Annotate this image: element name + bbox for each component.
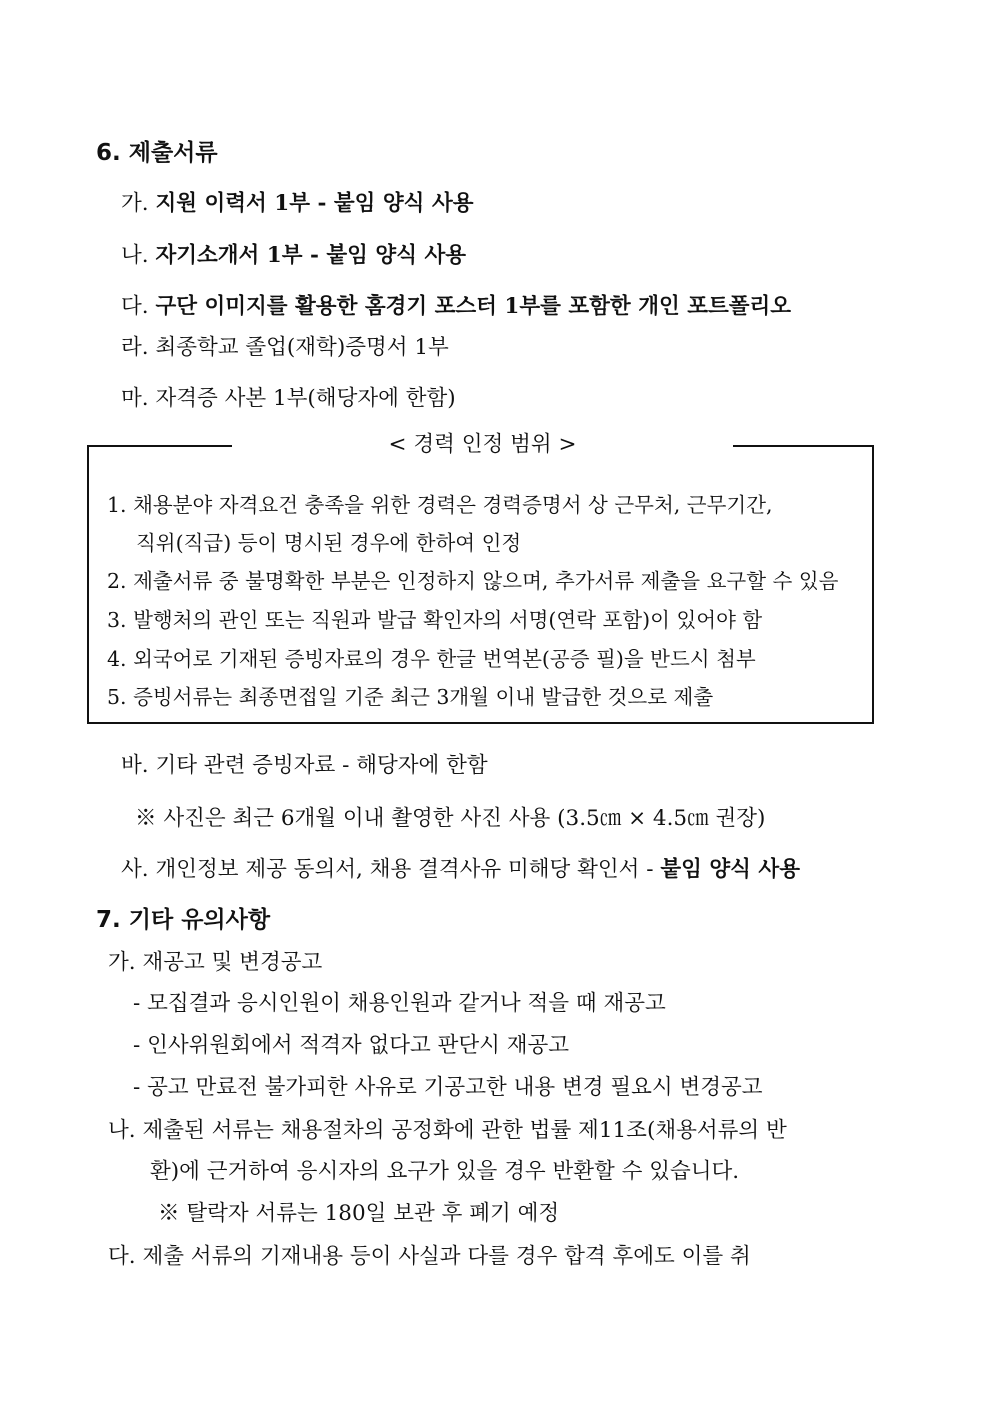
career-item-4: 4. 외국어로 기재된 증빙자료의 경우 한글 번역본(공증 필)을 반드시 첨부 (107, 647, 756, 671)
photo-note: ※ 사진은 최근 6개월 이내 촬영한 사진 사용 (3.5㎝ × 4.5㎝ 권장) (135, 806, 766, 831)
doc-item-na (121, 241, 466, 271)
item-prefix: 마. (121, 386, 156, 411)
doc-item-ma (121, 384, 456, 414)
career-box-title: < 경력 인정 범위 > (388, 432, 577, 457)
item-prefix: 라. (121, 335, 156, 360)
item-bold-tail: 붙임 양식 사용 (660, 857, 800, 882)
item-text: 최종학교 졸업(재학)증명서 1부 (155, 335, 449, 360)
section-6-heading: 6. 제출서류 (96, 140, 218, 166)
career-scope-box (87, 445, 874, 724)
career-item-1: 1. 채용분야 자격요건 충족을 위한 경력은 경력증명서 상 근무처, 근무기간, (107, 493, 773, 517)
notice-dash-1: - 모집결과 응시인원이 채용인원과 같거나 적을 때 재공고 (133, 991, 666, 1016)
item-text: 자기소개서 1부 - 붙임 양식 사용 (155, 243, 466, 268)
item-text: 구단 이미지를 활용한 홈경기 포스터 1부를 포함한 개인 포트폴리오 (155, 294, 792, 319)
doc-item-da (121, 292, 791, 322)
section-7-heading: 7. 기타 유의사항 (96, 907, 271, 933)
career-item-5: 5. 증빙서류는 최종면접일 기준 최근 3개월 이내 발급한 것으로 제출 (107, 685, 714, 709)
notice-line-da: 다. 제출 서류의 기재내용 등이 사실과 다를 경우 합격 후에도 이를 취 (108, 1244, 751, 1269)
item-prefix: 나. (121, 243, 156, 268)
item-text: 자격증 사본 1부(해당자에 한함) (155, 386, 456, 411)
doc-item-ra (121, 333, 449, 363)
notice-line-na: 나. 제출된 서류는 채용절차의 공정화에 관한 법률 제11조(채용서류의 반 (108, 1118, 787, 1143)
career-item-1-cont: 직위(직급) 등이 명시된 경우에 한하여 인정 (136, 531, 522, 555)
item-text: 사. 개인정보 제공 동의서, 채용 결격사유 미해당 확인서 - (121, 857, 661, 882)
notice-note: ※ 탈락자 서류는 180일 보관 후 폐기 예정 (158, 1201, 560, 1226)
career-item-2: 2. 제출서류 중 불명확한 부분은 인정하지 않으며, 추가서류 제출을 요구할 수 있음 (107, 569, 839, 593)
item-text: 지원 이력서 1부 - 붙임 양식 사용 (155, 191, 474, 216)
notice-dash-2: - 인사위원회에서 적격자 없다고 판단시 재공고 (133, 1033, 570, 1058)
doc-item-sa (121, 855, 800, 885)
item-prefix: 가. (121, 191, 156, 216)
item-prefix: 다. (121, 294, 156, 319)
career-item-3: 3. 발행처의 관인 또는 직원과 발급 확인자의 서명(연락 포함)이 있어야 함 (107, 608, 763, 632)
doc-item-ba: 바. 기타 관련 증빙자료 - 해당자에 한함 (121, 753, 488, 778)
notice-line-ga: 가. 재공고 및 변경공고 (108, 950, 323, 975)
notice-line-na-cont: 환)에 근거하여 응시자의 요구가 있을 경우 반환할 수 있습니다. (150, 1159, 740, 1184)
doc-item-ga (121, 189, 473, 219)
notice-dash-3: - 공고 만료전 불가피한 사유로 기공고한 내용 변경 필요시 변경공고 (133, 1075, 763, 1100)
